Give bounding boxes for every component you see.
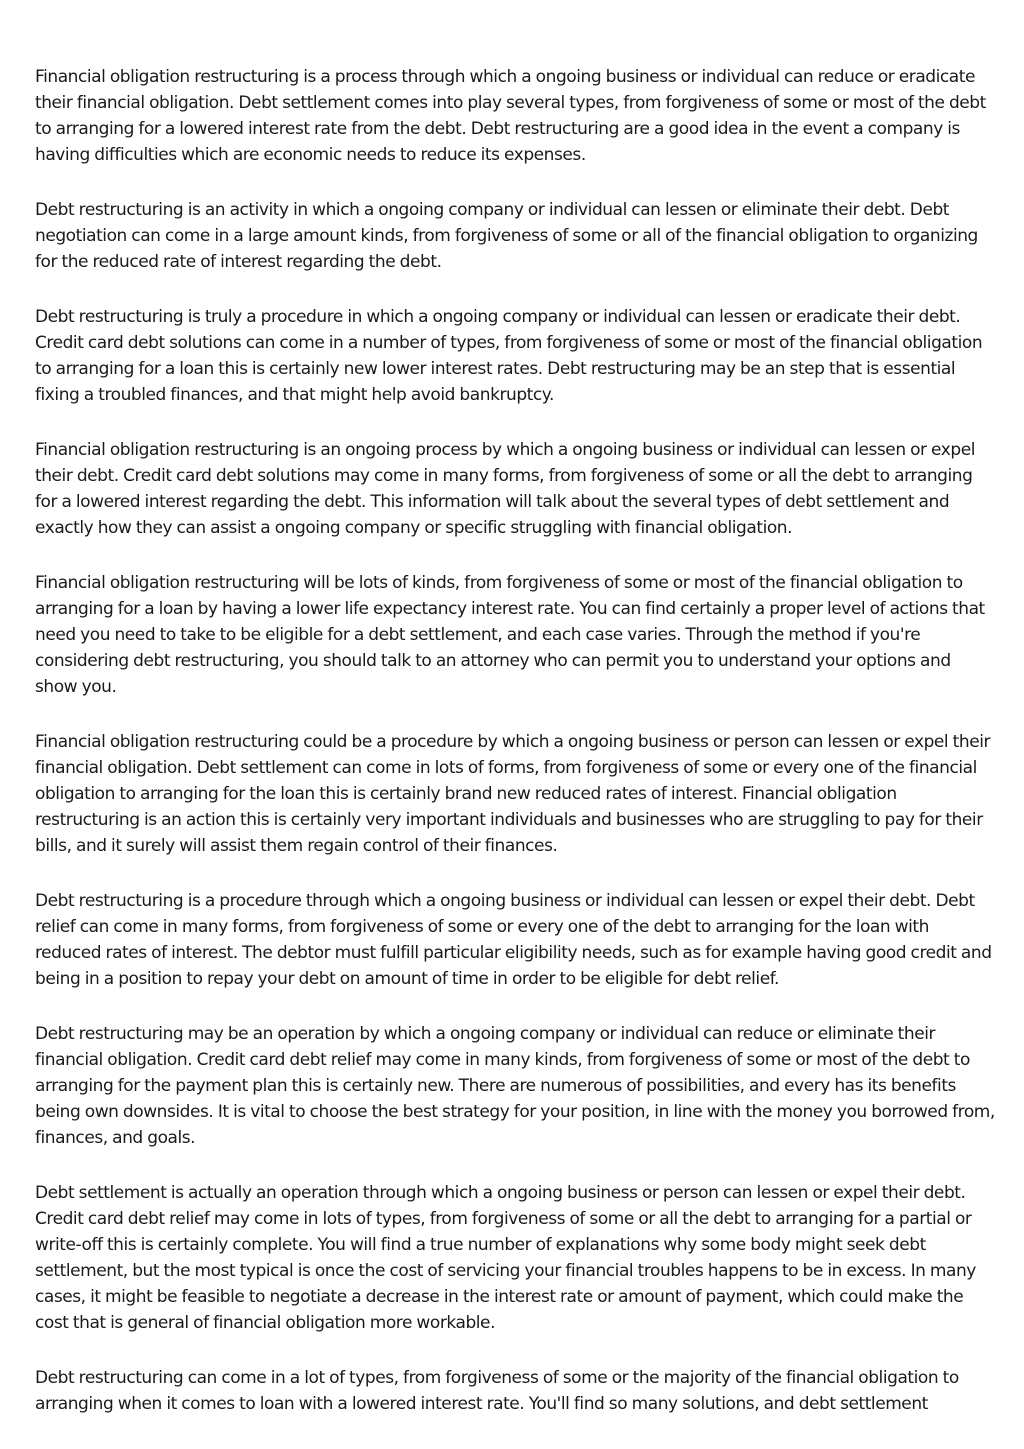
paragraph-10: Debt restructuring can come in a lot of types, from forgiveness of some or the majority of the financial obligation to arranging when it comes to loan with a lowered interest rate. You'll find so many solutions, and debt settlement: [35, 1368, 959, 1414]
paragraph-1: Financial obligation restructuring is a process through which a ongoing business or individual can reduce or eradicate their financial obligation. Debt settlement comes into play several types, from forgiveness of some or most of the debt to arranging for a lowered interest rate from the debt. Debt restructuring are a good idea in the event a company is having difficulties which are economic needs to reduce its expenses.: [35, 67, 986, 165]
paragraph-7: Debt restructuring is a procedure through which a ongoing business or individual can lessen or expel their debt. Debt relief can come in many forms, from forgiveness of some or every one of the debt to arranging for the loan with reduced rates of interest. The debtor must fulfill particular eligibility needs, such as for example having good credit and being in a position to repay your debt on amount of time in order to be eligible for debt relief.: [35, 891, 992, 989]
paragraph-3: Debt restructuring is truly a procedure in which a ongoing company or individual can lessen or eradicate their debt. Credit card debt solutions can come in a number of types, from forgiveness of some or most of the financial obligation to arranging for a loan this is certainly new lower interest rates. Debt restructuring may be an step that is essential fixing a troubled finances, and that might help avoid bankruptcy.: [35, 307, 983, 405]
paragraph-4: Financial obligation restructuring is an ongoing process by which a ongoing business or individual can lessen or expel their debt. Credit card debt solutions may come in many forms, from forgiveness of some or all the debt to arranging for a lowered interest regarding the debt. This information will talk about the several types of debt settlement and exactly how they can assist a ongoing company or specific struggling with financial obligation.: [35, 440, 975, 538]
paragraph-2: Debt restructuring is an activity in which a ongoing company or individual can lessen or eliminate their debt. Debt negotiation can come in a large amount kinds, from forgiveness of some or all of the financial obligation to organizing for the reduced rate of interest regarding the debt.: [35, 200, 978, 272]
paragraph-9: Debt settlement is actually an operation through which a ongoing business or person can lessen or expel their debt. Credit card debt relief may come in lots of types, from forgiveness of some or all the debt to arranging for a partial or write-off this is certainly complete. You will find a true number of explanations why some body might seek debt settlement, but the most typical is once the cost of servicing your financial troubles happens to be in excess. In many cases, it might be feasible to negotiate a decrease in the interest rate or amount of payment, which could make the cost that is general of financial obligation more workable.: [35, 1183, 976, 1333]
paragraph-6: Financial obligation restructuring could be a procedure by which a ongoing business or person can lessen or expel their financial obligation. Debt settlement can come in lots of forms, from forgiveness of some or every one of the financial obligation to arranging for the loan this is certainly brand new reduced rates of interest. Financial obligation restructuring is an action this is certainly very important individuals and businesses who are struggling to pay for their bills, and it surely will assist them regain control of their finances.: [35, 732, 991, 856]
paragraph-5: Financial obligation restructuring will be lots of kinds, from forgiveness of some or most of the financial obligation to arranging for a loan by having a lower life expectancy interest rate. You can find certainly a proper level of actions that need you need to take to be eligible for a debt settlement, and each case varies. Through the method if you're considering debt restructuring, you should talk to an attorney who can permit you to understand your options and show you.: [35, 573, 985, 697]
paragraph-8: Debt restructuring may be an operation by which a ongoing company or individual can reduce or eliminate their financial obligation. Credit card debt relief may come in many kinds, from forgiveness of some or most of the debt to arranging for the payment plan this is certainly new. There are numerous of possibilities, and every has its benefits being own downsides. It is vital to choose the best strategy for your position, in line with the money you borrowed from, finances, and goals.: [35, 1024, 995, 1148]
document-body: [35, 64, 995, 1446]
